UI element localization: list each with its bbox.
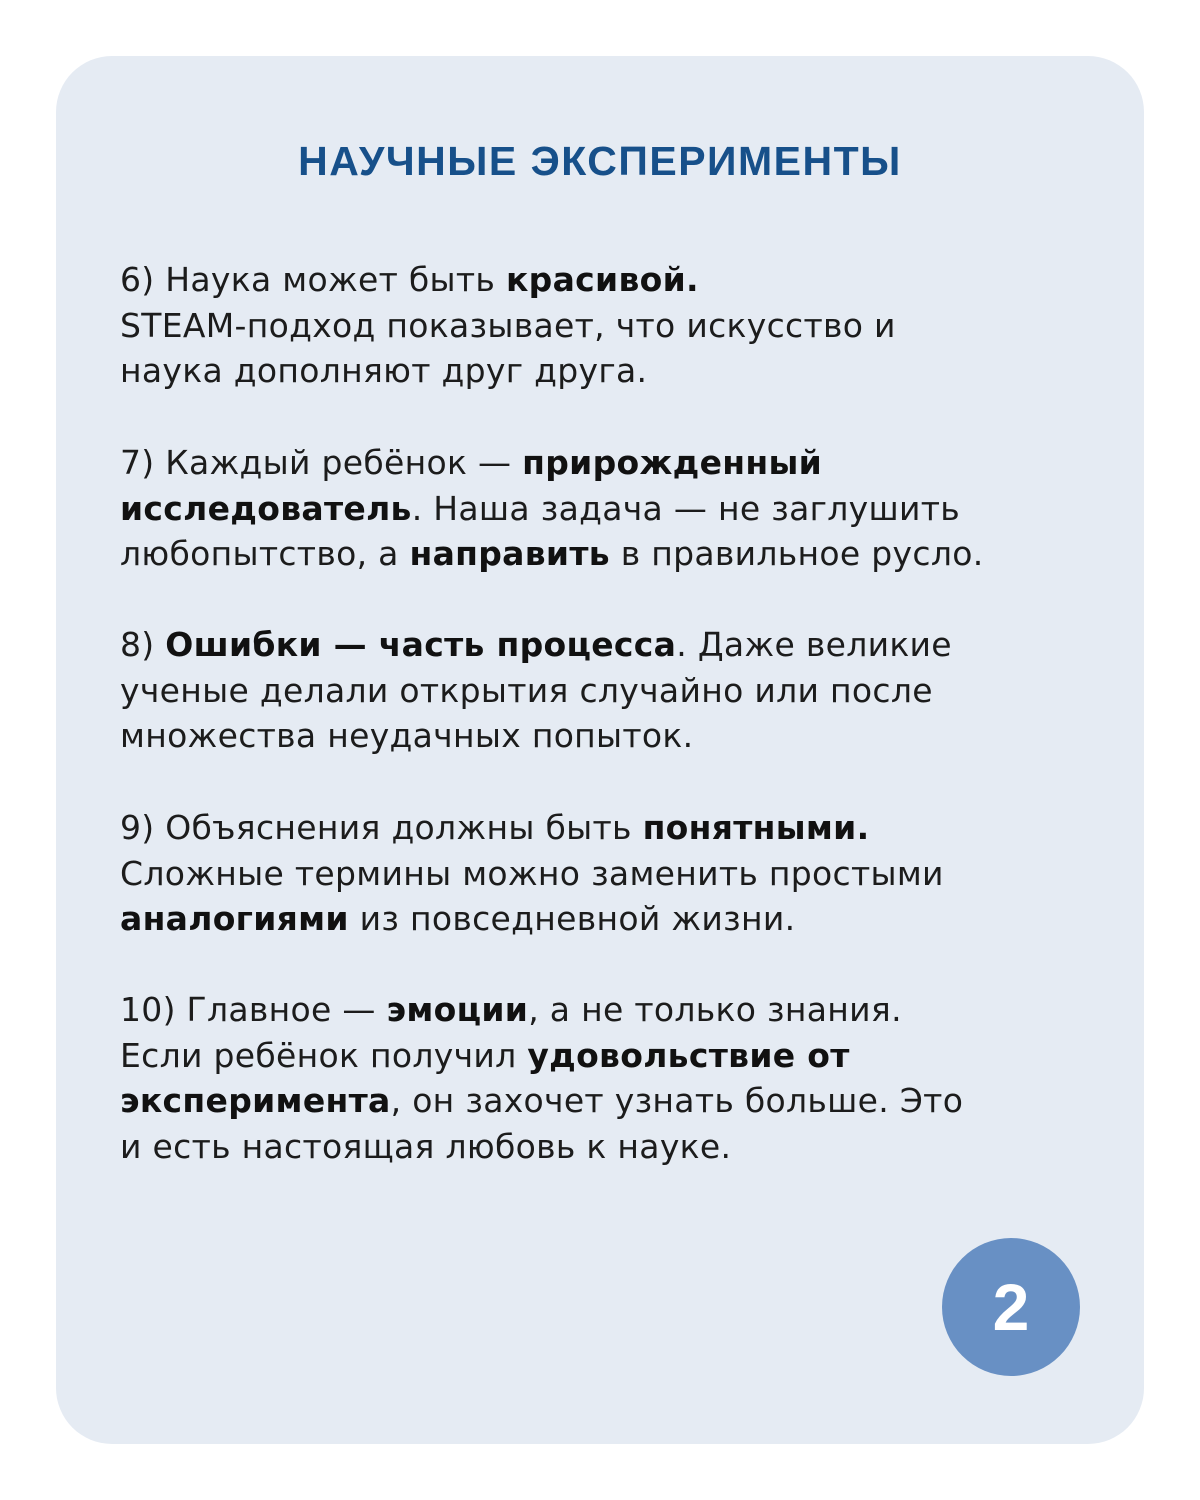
tip-9-line-3: аналогиями из повседневной жизни. [120, 899, 796, 938]
tip-6-line-2: STEAM-подход показывает, что искусство и [120, 305, 896, 345]
tip-7 [120, 440, 1100, 577]
tip-7-line-2: исследователь. Наша задача — не заглушить [120, 488, 960, 528]
tip-6 [120, 257, 1100, 394]
tip-10-line-3: эксперимента, он захочет узнать больше. Это [120, 1081, 964, 1120]
tip-6-line-1: 6) Наука может быть красивой. [120, 260, 699, 299]
tip-9-line-2: Сложные термины можно заменить простыми [120, 853, 944, 893]
page-number-badge: 2 [942, 1238, 1080, 1376]
tip-10-line-4: и есть настоящая любовь к науке. [120, 1126, 732, 1166]
tip-8-line-1: 8) Ошибки — часть процесса. Даже великие [120, 625, 952, 664]
tip-9-line-1: 9) Объяснения должны быть понятными. [120, 808, 870, 847]
tip-10 [120, 987, 1100, 1169]
tip-10-line-1: 10) Главное — эмоции, а не только знания. [120, 990, 902, 1029]
tip-7-line-3: любопытство, а направить в правильное русло. [120, 534, 984, 573]
tip-7-line-1: 7) Каждый ребёнок — прирожденный [120, 443, 823, 482]
page-title: НАУЧНЫЕ ЭКСПЕРИМЕНТЫ [298, 138, 902, 184]
tip-8 [120, 622, 1100, 759]
tip-9 [120, 805, 1100, 942]
tip-10-line-2: Если ребёнок получил удовольствие от [120, 1035, 850, 1075]
tip-8-line-3: множества неудачных попыток. [120, 716, 694, 755]
tip-6-line-3: наука дополняют друг друга. [120, 351, 648, 390]
tip-8-line-2: ученые делали открытия случайно или после [120, 670, 933, 710]
